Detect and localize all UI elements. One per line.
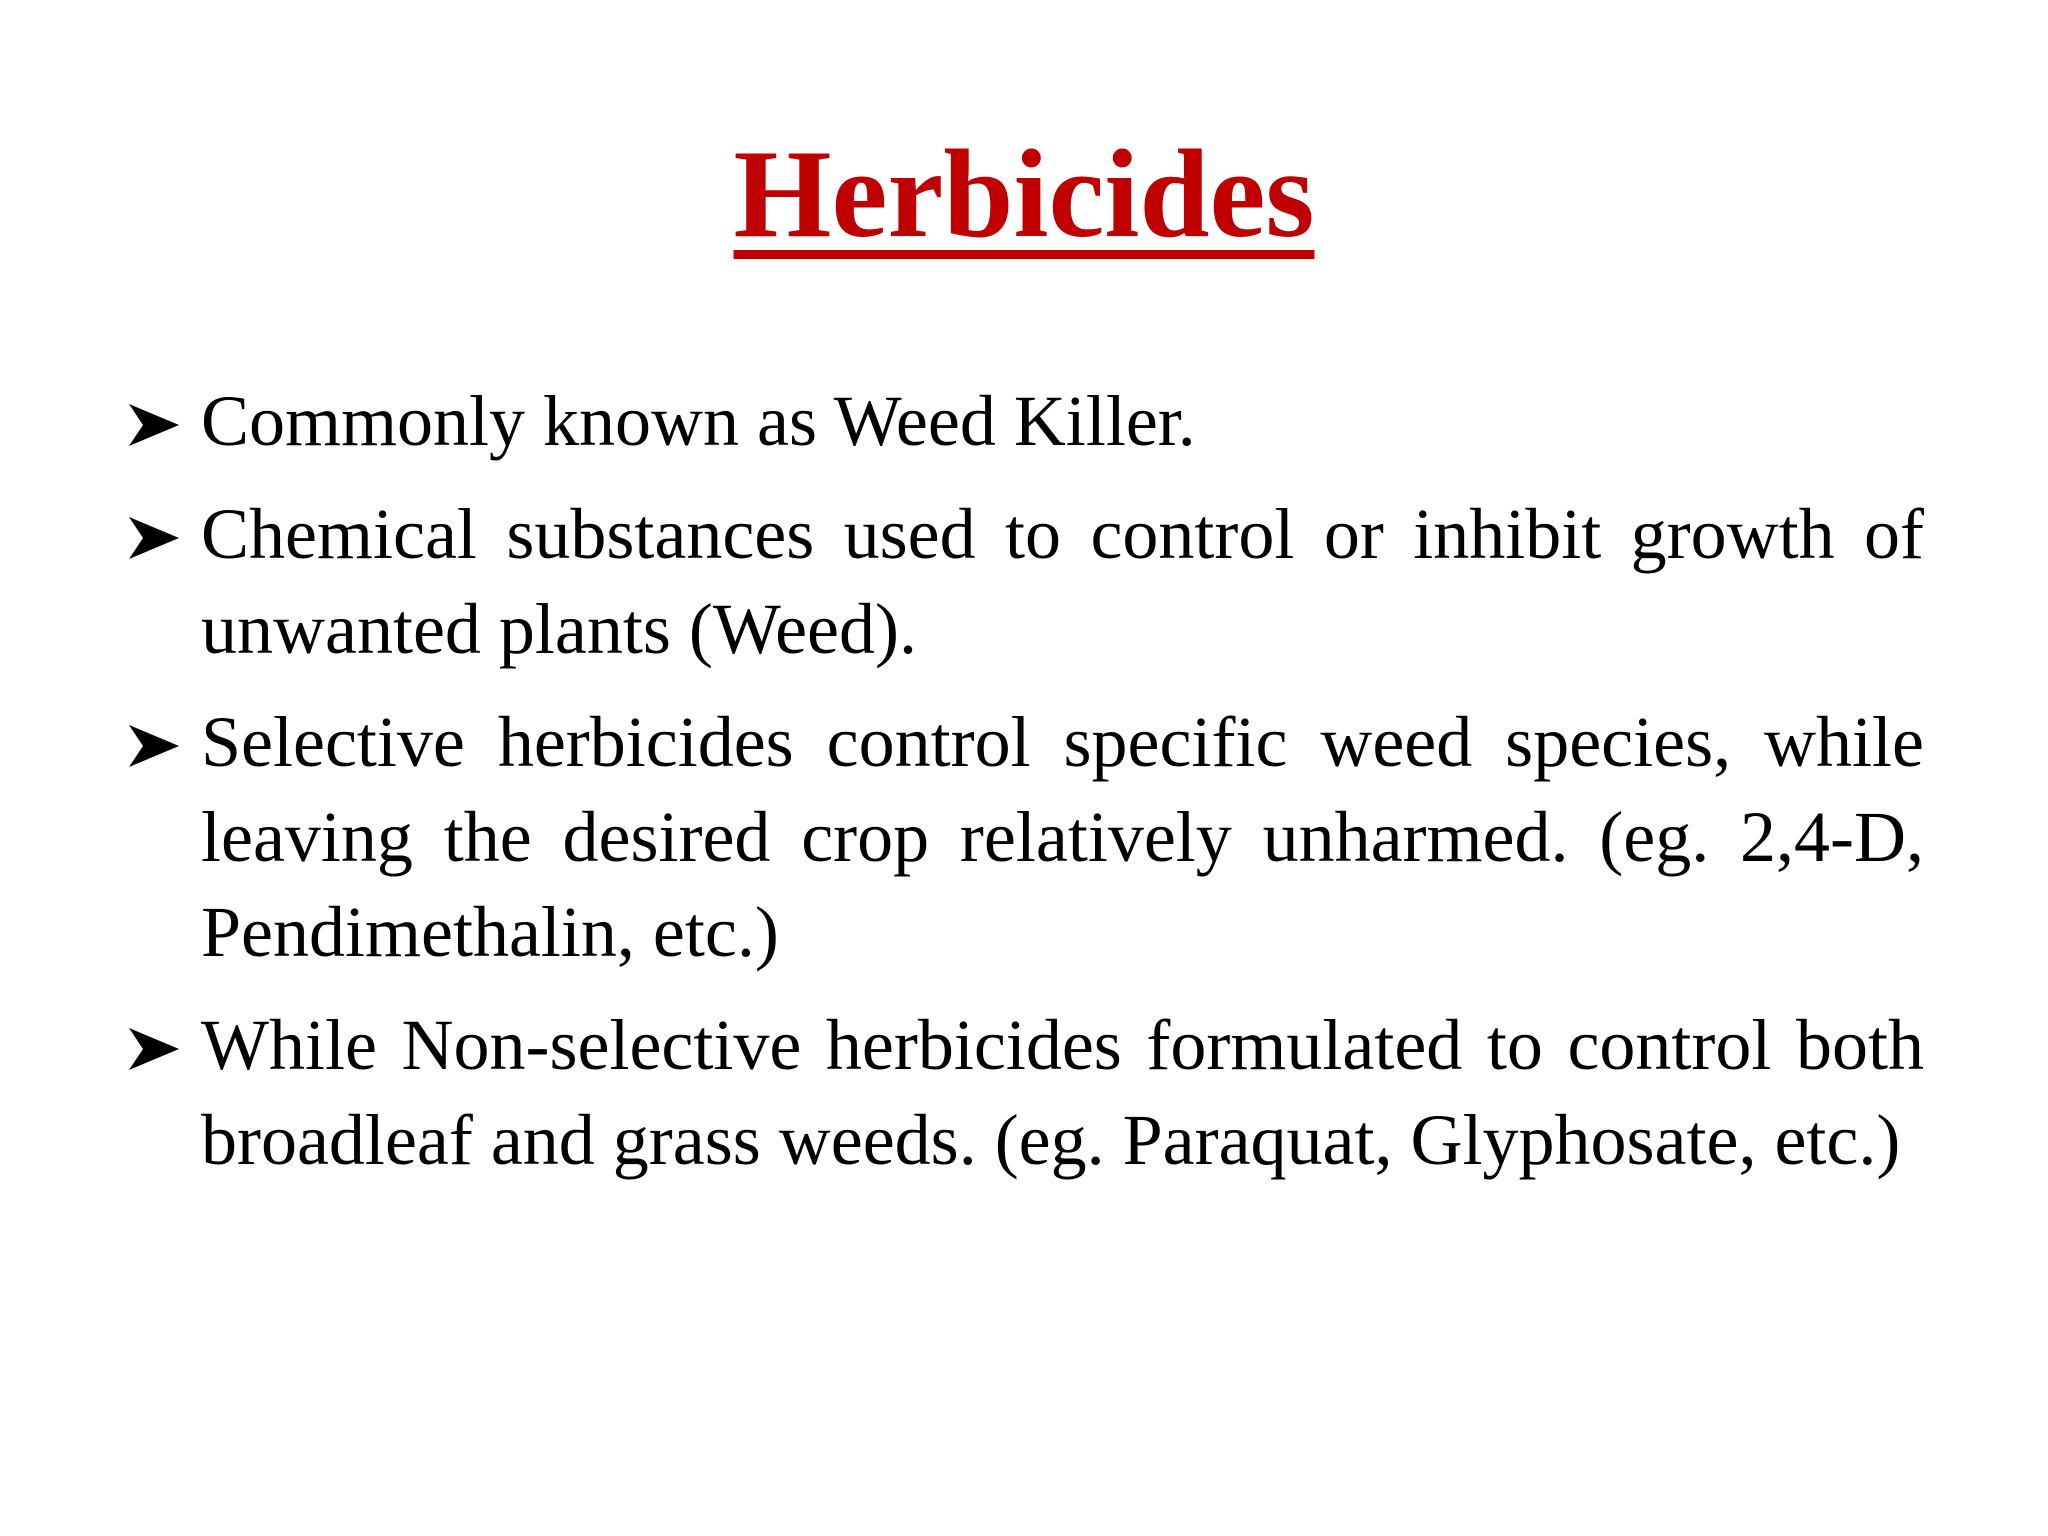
arrowhead-bullet-icon <box>129 404 179 446</box>
bullet-text: While Non-selective herbicides formulated to control both broadleaf and grass weeds. (eg. Paraquat, Glyphosate, etc.) <box>201 1005 1924 1180</box>
bullet-text: Commonly known as Weed Killer. <box>201 381 1196 461</box>
bullet-text: Selective herbicides control specific weed species, while leaving the desired crop relatively unharmed. (eg. 2,4-D, Pendimethalin, etc.) <box>201 702 1924 972</box>
arrowhead-bullet-icon <box>129 517 179 559</box>
bullet-item <box>129 998 1924 1188</box>
arrowhead-bullet-icon <box>129 1028 179 1070</box>
bullet-item <box>129 695 1924 980</box>
bullet-item <box>129 487 1924 677</box>
bullet-text: Chemical substances used to control or inhibit growth of unwanted plants (Weed). <box>201 494 1924 669</box>
arrowhead-bullet-icon <box>129 725 179 767</box>
bullet-list <box>129 374 1924 1206</box>
slide-title <box>0 120 2048 270</box>
bullet-item <box>129 374 1924 469</box>
slide-title-text: Herbicides <box>733 125 1315 264</box>
